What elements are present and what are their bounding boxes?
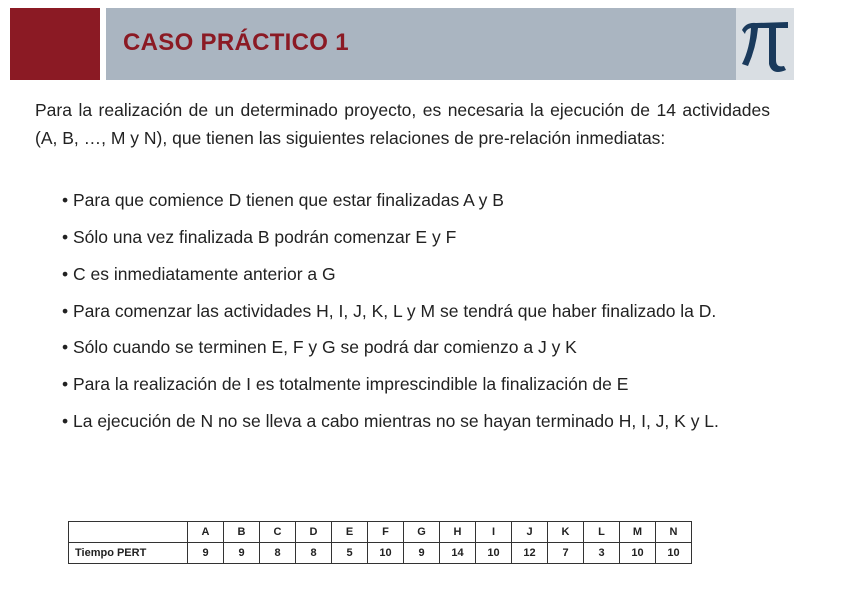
table-cell: 7	[548, 543, 584, 564]
table-header-row	[69, 522, 692, 543]
bullet-list	[62, 187, 772, 445]
pi-icon	[736, 8, 794, 80]
table-cell: 12	[512, 543, 548, 564]
table-cell: 14	[440, 543, 476, 564]
table-row	[69, 543, 692, 564]
table-cell: 10	[368, 543, 404, 564]
table-header-cell: I	[476, 522, 512, 543]
table-header-cell: D	[296, 522, 332, 543]
table-header-cell: L	[584, 522, 620, 543]
table-cell: 8	[296, 543, 332, 564]
table-header-cell: K	[548, 522, 584, 543]
header-accent-block	[10, 8, 100, 80]
table-cell: 10	[656, 543, 692, 564]
bullet-item: • C es inmediatamente anterior a G	[62, 264, 336, 284]
bullet-item: • Sólo una vez finalizada B podrán comenzar E y F	[62, 227, 457, 247]
bullet-item: • Sólo cuando se terminen E, F y G se podrá dar comienzo a J y K	[62, 337, 577, 357]
bullet-item: • Para que comience D tienen que estar finalizadas A y B	[62, 190, 504, 210]
table-header-cell: J	[512, 522, 548, 543]
table-header-cell: H	[440, 522, 476, 543]
intro-paragraph: Para la realización de un determinado proyecto, es necesaria la ejecución de 14 actividades (A, B, …, M y N), que tienen las siguientes relaciones de pre-relación inmediatas:	[35, 100, 770, 148]
table-row-label: Tiempo PERT	[69, 543, 188, 564]
page-title: CASO PRÁCTICO 1	[123, 29, 349, 56]
pert-time-table	[68, 521, 692, 564]
bullet-item: • La ejecución de N no se lleva a cabo mientras no se hayan terminado H, I, J, K y L.	[62, 411, 719, 431]
bullet-item: • Para comenzar las actividades H, I, J, K, L y M se tendrá que haber finalizado la D.	[62, 301, 717, 321]
table-cell: 3	[584, 543, 620, 564]
table-header-cell: F	[368, 522, 404, 543]
table-cell: 9	[404, 543, 440, 564]
table-header-cell: N	[656, 522, 692, 543]
table-header-cell: G	[404, 522, 440, 543]
table-cell: 9	[188, 543, 224, 564]
table-header-cell: M	[620, 522, 656, 543]
bullet-item: • Para la realización de I es totalmente imprescindible la finalización de E	[62, 374, 629, 394]
table-cell: 9	[224, 543, 260, 564]
table-cell: 10	[476, 543, 512, 564]
table-cell: 5	[332, 543, 368, 564]
table-header-cell: A	[188, 522, 224, 543]
table-corner-cell	[69, 522, 188, 543]
table-cell: 8	[260, 543, 296, 564]
table-cell: 10	[620, 543, 656, 564]
table-header-cell: E	[332, 522, 368, 543]
table-header-cell: B	[224, 522, 260, 543]
table-header-cell: C	[260, 522, 296, 543]
